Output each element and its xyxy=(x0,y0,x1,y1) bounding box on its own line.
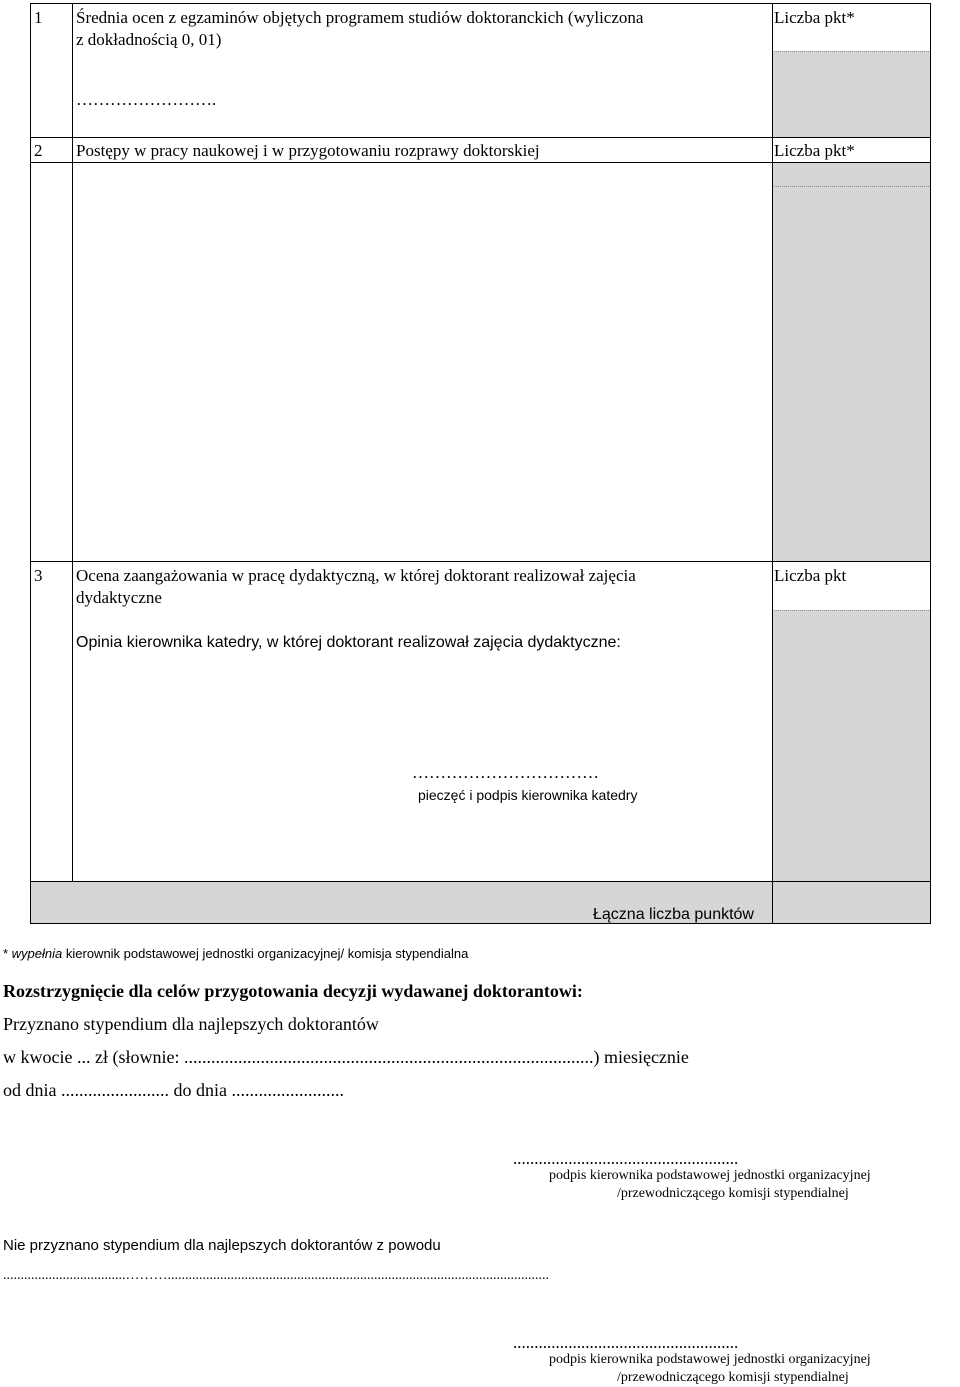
total-points-label: Łączna liczba punktów xyxy=(593,906,754,923)
signature-label: pieczęć i podpis kierownika katedry xyxy=(418,787,638,803)
points-column-2 xyxy=(772,163,930,561)
footnote xyxy=(3,945,468,963)
section-2-number: 2 xyxy=(34,141,43,160)
section-3-number: 3 xyxy=(34,566,43,585)
footnote-marker: * xyxy=(3,946,12,961)
section-2-title: Postępy w pracy naukowej i w przygotowaniu rozprawy doktorskiej xyxy=(76,141,540,160)
footnote-text: kierownik podstawowej jednostki organizacyjnej/ komisja stypendialna xyxy=(62,946,469,961)
opinion-label: Opinia kierownika katedry, w której doktorant realizował zajęcia dydaktyczne: xyxy=(76,634,621,651)
section-1-number: 1 xyxy=(34,8,43,27)
signature-2-dots: ..................................................... xyxy=(513,1333,739,1352)
section-1-title-cont: z dokładnością 0, 01) xyxy=(76,30,222,49)
signature-1-line1: podpis kierownika podstawowej jednostki organizacyjnej xyxy=(549,1168,871,1183)
footnote-italic: wypełnia xyxy=(11,946,63,961)
section-1-points-label: Liczba pkt* xyxy=(774,8,855,27)
section-1-fill-dots: ……………………. xyxy=(76,90,217,109)
signature-dots: …………………………… xyxy=(412,763,599,782)
points-column-1 xyxy=(772,51,930,137)
section-3-title-cont: dydaktyczne xyxy=(76,588,162,607)
not-granted-line: Nie przyznano stypendium dla najlepszych doktorantów z powodu xyxy=(3,1237,441,1254)
reason-dots: ...................................………............................................................................................................. xyxy=(3,1268,549,1283)
signature-1-line2: /przewodniczącego komisji stypendialnej xyxy=(617,1186,849,1201)
section-2-points-label: Liczba pkt* xyxy=(774,141,855,160)
signature-2-line2: /przewodniczącego komisji stypendialnej xyxy=(617,1370,849,1385)
dates-line: od dnia ........................ do dnia ......................... xyxy=(3,1080,344,1100)
signature-1-dots: ..................................................... xyxy=(513,1149,739,1168)
decision-heading: Rozstrzygnięcie dla celów przygotowania decyzji wydawanej doktorantowi: xyxy=(3,981,583,1001)
total-bar xyxy=(31,882,930,924)
signature-2-line1: podpis kierownika podstawowej jednostki organizacyjnej xyxy=(549,1352,871,1367)
points-column-3 xyxy=(772,610,930,881)
section-3-title: Ocena zaangażowania w pracę dydaktyczną, w której doktorant realizował zajęcia xyxy=(76,566,636,585)
section-1-title: Średnia ocen z egzaminów objętych programem studiów doktoranckich (wyliczona xyxy=(76,8,644,27)
amount-line: w kwocie ... zł (słownie: ...........................................................................................) miesięcznie xyxy=(3,1047,689,1067)
section-3-points-label: Liczba pkt xyxy=(774,566,847,585)
granted-line: Przyznano stypendium dla najlepszych doktorantów xyxy=(3,1014,379,1034)
